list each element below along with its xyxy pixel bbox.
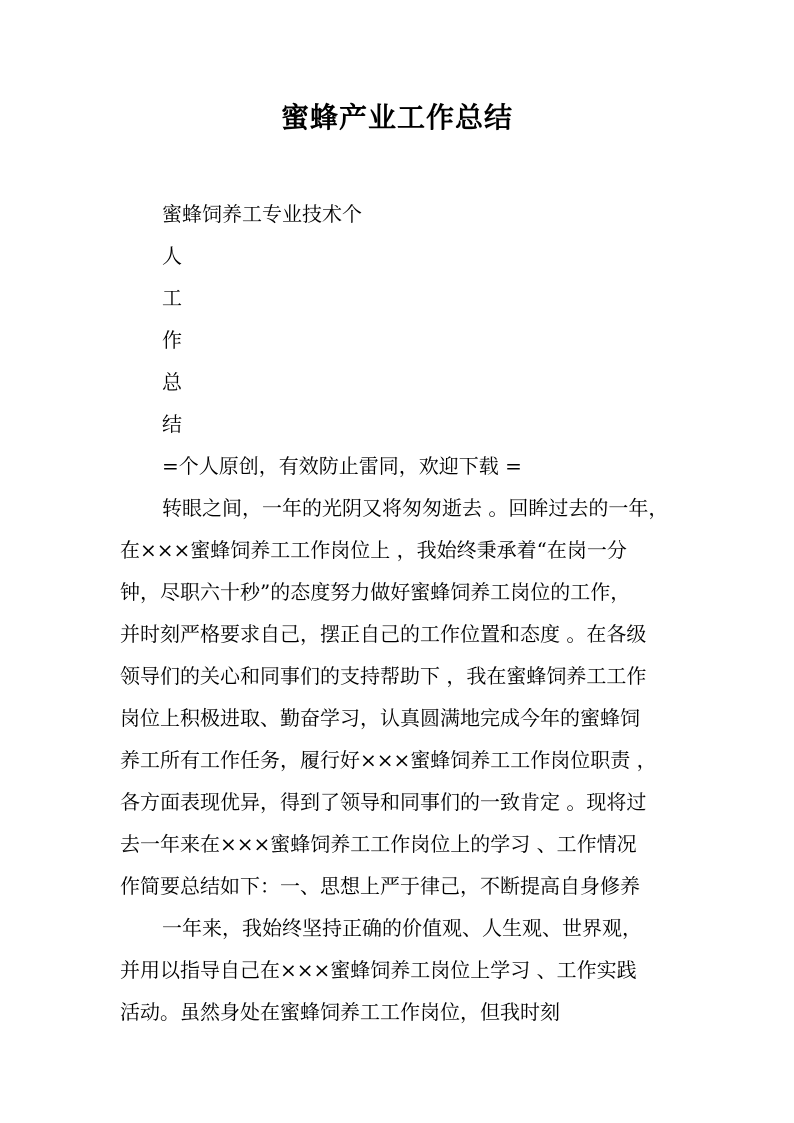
heading-line: 作 xyxy=(162,328,182,352)
heading-line: 结 xyxy=(162,412,182,436)
paragraph-line: 去一年来在×××蜜蜂饲养工工作岗位上的学习 、工作情况 xyxy=(120,832,637,856)
paragraph-line: 岗位上积极进取、勤奋学习，认真圆满地完成今年的蜜蜂饲 xyxy=(120,706,640,730)
document-title: 蜜蜂产业工作总结 xyxy=(280,101,513,134)
paragraph-line: 钟，尽职六十秒”的态度努力做好蜜蜂饲养工岗位的工作， xyxy=(120,580,631,604)
paragraph-line: 在×××蜜蜂饲养工工作岗位上 ，我始终秉承着“在岗一分 xyxy=(120,538,627,562)
paragraph-line: 养工所有工作任务，履行好×××蜜蜂饲养工工作岗位职责 ， xyxy=(120,748,657,772)
heading-line: 蜜蜂饲养工专业技术个 xyxy=(162,202,362,226)
paragraph-line: 并时刻严格要求自己，摆正自己的工作位置和态度 。在各级 xyxy=(120,622,647,646)
paragraph-line: 转眼之间，一年的光阴又将匆匆逝去 。回眸过去的一年， xyxy=(162,496,669,520)
paragraph-line: 各方面表现优异，得到了领导和同事们的一致肯定 。现将过 xyxy=(120,790,647,814)
paragraph-line: 活动。虽然身处在蜜蜂饲养工工作岗位，但我时刻 xyxy=(120,1000,560,1024)
paragraph-line: 领导们的关心和同事们的支持帮助下 ，我在蜜蜂饲养工工作 xyxy=(120,664,647,688)
paragraph-line: 并用以指导自己在×××蜜蜂饲养工岗位上学习 、工作实践 xyxy=(120,958,637,982)
heading-line: 工 xyxy=(162,286,182,310)
paragraph-line: 一年来，我始终坚持正确的价值观、人生观、世界观， xyxy=(162,916,642,940)
notice-line: =个人原创，有效防止雷同，欢迎下载 = xyxy=(162,454,522,478)
heading-line: 人 xyxy=(162,244,182,268)
paragraph-line: 作简要总结如下：一、思想上严于律己，不断提高自身修养 xyxy=(120,874,640,898)
heading-line: 总 xyxy=(162,370,182,394)
